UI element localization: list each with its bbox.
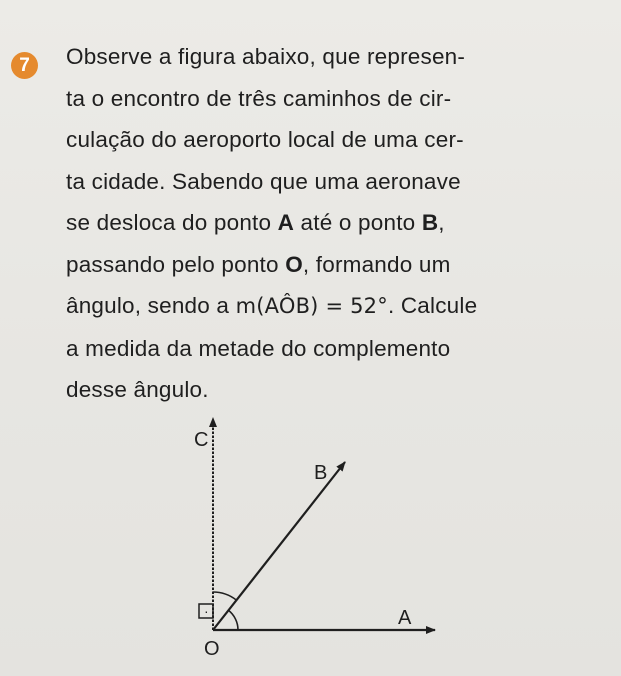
label-c: C	[194, 429, 209, 451]
line7-text-post: . Calcule	[387, 293, 478, 318]
label-o: O	[204, 638, 220, 660]
problem-line-8: a medida da metade do complemento	[66, 335, 451, 361]
angle-arc-cob	[213, 592, 236, 600]
angle-measure-math: m(AÔB) = 52°	[235, 294, 388, 318]
problem-line-4: ta cidade. Sabendo que uma aeronave	[66, 168, 461, 194]
line6-text-pre: passando pelo ponto	[66, 251, 286, 277]
problem-line-3: culação do aeroporto local de uma cer-	[66, 127, 464, 152]
line6-text-post: , formando um	[302, 251, 451, 277]
point-b-bold: B	[421, 210, 439, 235]
problem-line-9: desse ângulo.	[66, 377, 209, 402]
point-a-bold: A	[277, 210, 295, 235]
line7-text-pre: ângulo, sendo a	[66, 293, 236, 318]
angle-arc-aob	[228, 610, 238, 630]
ray-ob	[213, 462, 345, 630]
problem-number-badge: 7	[11, 52, 38, 79]
point-o-bold: O	[285, 251, 303, 277]
line5-text-pre: se desloca do ponto	[66, 210, 278, 235]
problem-line-2: ta o encontro de três caminhos de cir-	[66, 85, 452, 111]
line5-text-post: ,	[438, 210, 445, 235]
label-b: B	[314, 462, 328, 484]
label-a: A	[398, 607, 412, 629]
problem-line-1: Observe a figura abaixo, que represen-	[66, 44, 466, 69]
right-angle-dot: ·	[204, 603, 209, 619]
line5-text-mid: até o ponto	[294, 210, 422, 235]
